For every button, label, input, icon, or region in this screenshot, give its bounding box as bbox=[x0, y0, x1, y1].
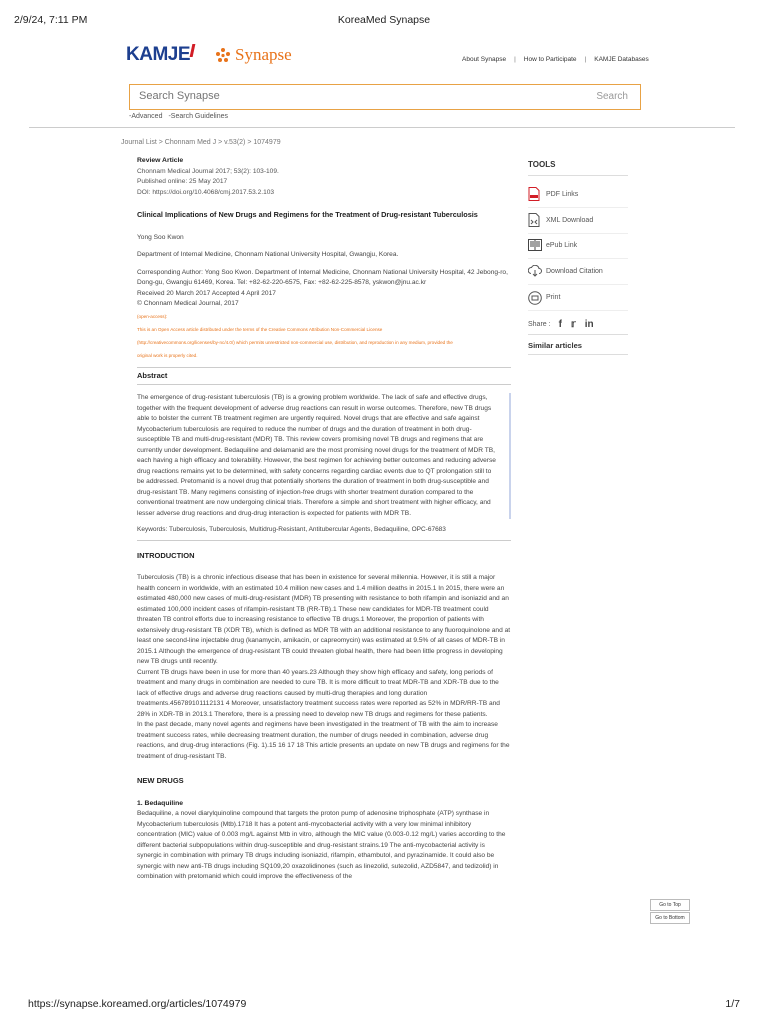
search-button[interactable]: Search bbox=[596, 91, 628, 102]
open-access-label: (open-access): bbox=[137, 313, 168, 319]
search-input[interactable] bbox=[139, 90, 539, 102]
tools-heading: TOOLS bbox=[528, 160, 628, 176]
separator: | bbox=[514, 56, 516, 63]
article-title: Clinical Implications of New Drugs and Regimens for the Treatment of Drug-resistant Tuberculosis bbox=[137, 210, 478, 219]
share-label: Share : bbox=[528, 320, 551, 328]
intro-paragraph: Current TB drugs have been in use for more than 40 years.23 Although they show high efficacy and safety, long periods of treatment and many drugs in combination are needed to cure TB. It is more difficult to treat MDR-TB and XDR-TB due to the lack of effective drugs and adverse drug reactions caused by multi-drug therapies and long duration treatments.456789101112131 4 Moreover, unsatisfactory treatment success rates were reported as 52% in MDR/RR-TB and 28% in XDR-TB in 2013.1 Therefore, there is a pressing need to develop new TB drugs and regimens for these patients. bbox=[137, 668, 500, 718]
license-line-1: This is an Open Access article distributed under the terms of the Creative Commons Attribution Non-Commercial License bbox=[137, 326, 383, 332]
xml-file-icon bbox=[528, 213, 542, 227]
tool-label: Print bbox=[546, 294, 561, 302]
bedaquiline-heading: 1. Bedaquiline bbox=[137, 799, 184, 807]
go-to-bottom-button[interactable]: Go to Bottom bbox=[650, 912, 690, 924]
cloud-download-icon bbox=[528, 265, 542, 279]
synapse-logo[interactable] bbox=[215, 45, 292, 65]
tool-label: XML Download bbox=[546, 216, 594, 224]
go-to-top-button[interactable]: Go to Top bbox=[650, 899, 690, 911]
keywords: Keywords: Tuberculosis, Tuberculosis, Multidrug-Resistant, Antitubercular Agents, Bedaquiline, OPC-67683 bbox=[137, 525, 511, 541]
kamje-logo[interactable]: KAMJE bbox=[126, 44, 191, 65]
print-page-number: 1/7 bbox=[725, 998, 740, 1010]
search-guidelines-link[interactable]: -Search Guidelines bbox=[168, 113, 228, 120]
twitter-icon[interactable]: 𝕣 bbox=[570, 318, 576, 330]
print-date: 2/9/24, 7:11 PM bbox=[14, 14, 88, 26]
tool-download-citation[interactable] bbox=[528, 259, 628, 285]
pdf-icon bbox=[528, 187, 542, 201]
article-citation: Chonnam Medical Journal 2017; 53(2): 103-109. bbox=[137, 167, 279, 175]
tool-print[interactable] bbox=[528, 285, 628, 311]
tool-label: Download Citation bbox=[546, 268, 603, 276]
print-icon bbox=[528, 291, 542, 305]
linkedin-icon[interactable]: in bbox=[584, 318, 594, 330]
search-box bbox=[129, 84, 641, 110]
advanced-search-link[interactable]: -Advanced bbox=[129, 113, 163, 120]
synapse-flower-icon bbox=[215, 47, 231, 63]
tool-pdf-links[interactable] bbox=[528, 182, 628, 208]
tool-label: ePub Link bbox=[546, 242, 578, 250]
header-divider bbox=[29, 127, 735, 128]
share-row bbox=[528, 315, 628, 335]
link-about-synapse[interactable]: About Synapse bbox=[462, 56, 507, 63]
license-line-2[interactable]: (http://creativecommons.org/licenses/by-nc/4.0/) which permits unrestricted non-commercial use, distribution, and reproduction in any medium, provided the bbox=[137, 339, 453, 345]
intro-paragraph: In the past decade, many novel agents and regimens have been investigated in the treatment of TB with the aim to increase treatment success rates, while decreasing treatment duration, the number of drugs needed in combination, adverse drug reactions, and drug-drug interactions (Fig. 1).15 16 17 18 This article presents an update on new TB drugs and regimens for the treatment of drug-resistant TB. bbox=[137, 721, 510, 760]
article-type: Review Article bbox=[137, 157, 184, 164]
brand-bar bbox=[126, 44, 292, 66]
received-accepted: Received 20 March 2017 Accepted 4 April 2017 bbox=[137, 289, 276, 297]
article-published: Published online: 25 May 2017 bbox=[137, 178, 228, 185]
print-footer bbox=[28, 998, 740, 1012]
corresponding-author: Corresponding Author: Yong Soo Kwon. Department of Internal Medicine, Chonnam National University Hospital, 42 Jebong-ro, Dong-gu, Gwangju 61469, Korea. Tel: +82-62-220-6575, Fax: +82-62-225-8578, yskwon@jnu.ac.kr bbox=[137, 268, 508, 286]
abstract-text: The emergence of drug-resistant tuberculosis (TB) is a growing problem worldwide. The lack of safe and effective drugs, together with the frequent development of adverse drug reactions can result in worse outcomes. Therefore, new TB drugs able to bolster the current TB treatment regimen are urgently required. Novel drugs that are effective and safe against Mycobacterium tuberculosis are required to reduce the number of drugs and the duration of treatment in both drug-susceptible TB and multi-drug-resistant (MDR) TB. This review covers promising novel TB drugs and regimens that are currently under development. Bedaquiline and delamanid are the most promising novel drugs for the treatment of MDR TB, each having a high efficacy and tolerability. However, the best regimen for achieving better outcomes and reducing adverse drug reactions remains yet to be determined, with safety concerns regarding cardiac events due to QT prolongation still to be addressed. Pretomanid is a novel drug that potentially shortens the duration of treatment in both drug-susceptible and drug-resistant TB. Many regimens consisting of injection-free drugs with shorter treatment duration compared to the conventional treatment are now undergoing clinical trials. Therefore a simple and short treatment with higher efficacy, and lesser adverse drug reactions and drug-drug interaction is expected for patients with MDR TB. bbox=[137, 393, 511, 519]
synapse-wordmark: Synapse bbox=[235, 45, 292, 64]
introduction-heading: INTRODUCTION bbox=[137, 550, 195, 560]
bedaquiline-paragraph: Bedaquiline, a novel diarylquinoline compound that targets the proton pump of adenosine triphosphate (ATP) synthase in Mycobacterium tuberculosis (Mtb).1718 It has a potent anti-mycobacterial activity with a very low minimal inhibitory concentration (MIC) value of 0.003 mg/L against Mtb in vitro, although the MIC value (0.003-0.12 mg/L) varies according to the different bacterial subpopulations within drug-susceptible and drug-resistant strains.19 The anti-mycobacterial activity is synergic in combination with primary TB drugs including isoniazid, rifampin, ethambutol, and pyrazinamide. It could also be synergic with new anti-TB drugs including SQ109,20 oxazolidinones (such as linezolid, sutezolid, AZD5847, and tedizolid) in combination with pretomanid which could improve the effectiveness of the bbox=[137, 810, 506, 880]
abstract-heading: Abstract bbox=[137, 367, 511, 386]
intro-paragraph: Tuberculosis (TB) is a chronic infectious disease that has been in existence for several millennia. However, it is still a major health concern in worldwide, with an estimated 10.4 million new cases and 1.4 million deaths in 2015.1 In 2015, there were an estimated 480,000 new cases of multi-drug-resistant (MDR) TB presenting with resistance to both rifampin and isoniazid and an estimated 100,000 incident cases of rifampin-resistant TB (RR-TB).1 These new candidates for MDR-TB treatment could threaten TB control efforts due to increasing resistance to effective TB drugs.1 Moreover, the proportion of patients with extensively drug-resistant TB (XDR TB), which is defined as MDR TB with an additional resistance to any fluoroquinolone and at least one second-line injectable drug (kanamycin, amikacin, or capreomycin) was estimated at 9.5% of all cases of MDR-TB in 2015.1 Although the emergence of drug-resistant TB could threaten global health, there had been little progress in developing new TB drugs until recently. bbox=[137, 574, 511, 665]
top-links bbox=[462, 56, 649, 63]
link-kamje-databases[interactable]: KAMJE Databases bbox=[594, 56, 649, 63]
kamje-mark-icon bbox=[190, 44, 201, 57]
separator: | bbox=[584, 56, 587, 63]
search-options bbox=[129, 113, 228, 120]
license-line-3: original work is properly cited. bbox=[137, 352, 198, 358]
article-author[interactable]: Yong Soo Kwon bbox=[137, 233, 184, 241]
breadcrumb[interactable]: Journal List > Chonnam Med J > v.53(2) > 1074979 bbox=[121, 139, 281, 146]
tools-panel bbox=[528, 160, 628, 355]
article-doi[interactable]: DOI: https://doi.org/10.4068/cmj.2017.53.2.103 bbox=[137, 188, 275, 196]
copyright: © Chonnam Medical Journal, 2017 bbox=[137, 300, 239, 307]
epub-icon bbox=[528, 239, 542, 253]
print-title: KoreaMed Synapse bbox=[337, 14, 431, 26]
print-url: https://synapse.koreamed.org/articles/1074979 bbox=[28, 998, 247, 1010]
article-affiliation: Department of Internal Medicine, Chonnam National University Hospital, Gwangju, Korea. bbox=[137, 251, 399, 258]
new-drugs-heading: NEW DRUGS bbox=[137, 776, 184, 785]
tool-xml-download[interactable] bbox=[528, 208, 628, 234]
link-how-to-participate[interactable]: How to Participate bbox=[523, 56, 577, 63]
tool-label: PDF Links bbox=[546, 190, 579, 198]
tool-epub-link[interactable] bbox=[528, 234, 628, 260]
similar-articles[interactable]: Similar articles bbox=[528, 341, 628, 355]
print-header bbox=[14, 14, 754, 28]
article-main bbox=[137, 156, 511, 883]
facebook-icon[interactable]: f bbox=[558, 318, 562, 330]
